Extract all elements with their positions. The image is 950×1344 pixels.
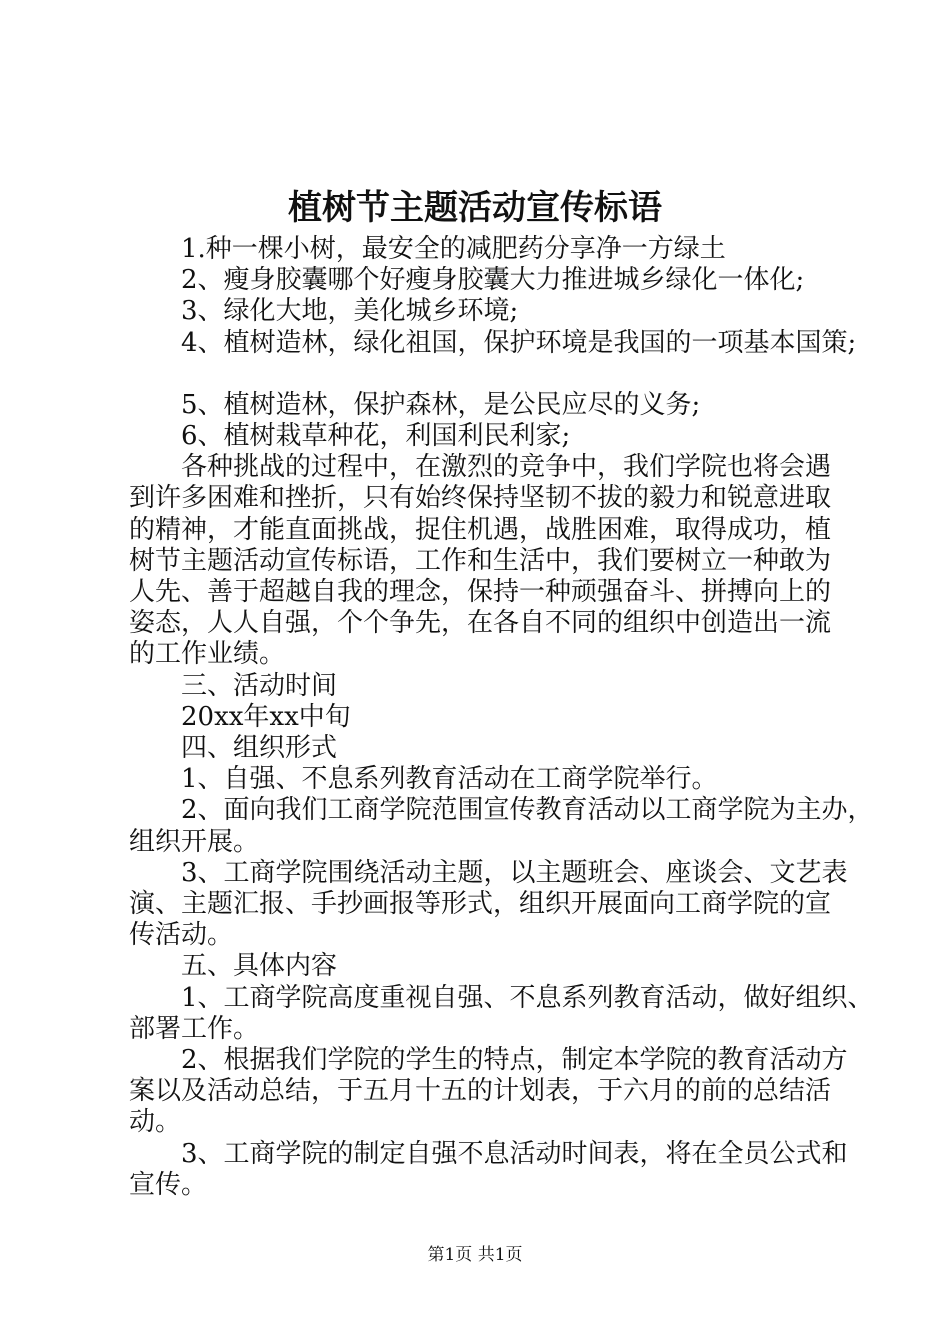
paragraph-line: 姿态，人人自强，个个争先，在各自不同的组织中创造出一流 <box>129 608 832 639</box>
paragraph-line: 部署工作。 <box>129 1013 260 1044</box>
paragraph-line: 的精神，才能直面挑战，捉住机遇，战胜困难，取得成功，植 <box>129 514 832 545</box>
paragraph-line: 各种挑战的过程中，在激烈的竞争中，我们学院也将会遇 <box>181 452 832 483</box>
paragraph-line: 3、工商学院围绕活动主题，以主题班会、座谈会、文艺表 <box>181 857 848 888</box>
slogan-line: 1.种一棵小树，最安全的减肥药分享净一方绿土 <box>181 234 726 264</box>
paragraph-line: 到许多困难和挫折，只有始终保持坚韧不拔的毅力和锐意进取 <box>129 483 832 514</box>
slogan-line: 6、植树栽草种花，利国利民利家; <box>181 421 571 452</box>
slogan-line: 3、绿化大地，美化城乡环境; <box>181 296 519 327</box>
paragraph-line: 传活动。 <box>129 920 234 951</box>
slogan-line: 2、瘦身胶囊哪个好瘦身胶囊大力推进城乡绿化一体化; <box>181 265 805 296</box>
paragraph-line: 动。 <box>129 1107 182 1138</box>
paragraph-line: 树节主题活动宣传标语，工作和生活中，我们要树立一种敢为 <box>129 545 832 576</box>
paragraph-line: 2、根据我们学院的学生的特点，制定本学院的教育活动方 <box>181 1045 848 1076</box>
document-body <box>129 234 874 1201</box>
paragraph-line: 案以及活动总结，于五月十五的计划表，于六月的前的总结活 <box>129 1076 832 1107</box>
slogan-line: 4、植树造林，绿化祖国，保护环境是我国的一项基本国策; <box>181 327 857 358</box>
paragraph-line: 宣传。 <box>129 1169 208 1200</box>
section-heading: 五、具体内容 <box>181 951 338 982</box>
paragraph-line: 演、主题汇报、手抄画报等形式，组织开展面向工商学院的宣 <box>129 889 832 920</box>
page-title: 植树节主题活动宣传标语 <box>288 188 662 228</box>
paragraph-line: 3、工商学院的制定自强不息活动时间表，将在全员公式和 <box>181 1138 848 1169</box>
blank-line <box>129 359 849 390</box>
page-number-footer: 第1页 共1页 <box>427 1245 523 1265</box>
paragraph-line: 2、面向我们工商学院范围宣传教育活动以工商学院为主办， <box>181 795 874 826</box>
slogan-line: 5、植树造林，保护森林，是公民应尽的义务; <box>181 389 701 420</box>
paragraph-line: 1、自强、不息系列教育活动在工商学院举行。 <box>181 764 718 795</box>
paragraph-line: 的工作业绩。 <box>129 639 286 670</box>
paragraph-line: 人先、善于超越自我的理念，保持一种顽强奋斗、拼搏向上的 <box>129 577 832 608</box>
section-heading: 三、活动时间 <box>181 670 338 701</box>
paragraph-line: 组织开展。 <box>129 826 260 857</box>
paragraph-line: 20xx年xx中旬 <box>181 701 351 732</box>
section-heading: 四、组织形式 <box>181 733 338 764</box>
paragraph-line: 1、工商学院高度重视自强、不息系列教育活动，做好组织、 <box>181 982 874 1013</box>
